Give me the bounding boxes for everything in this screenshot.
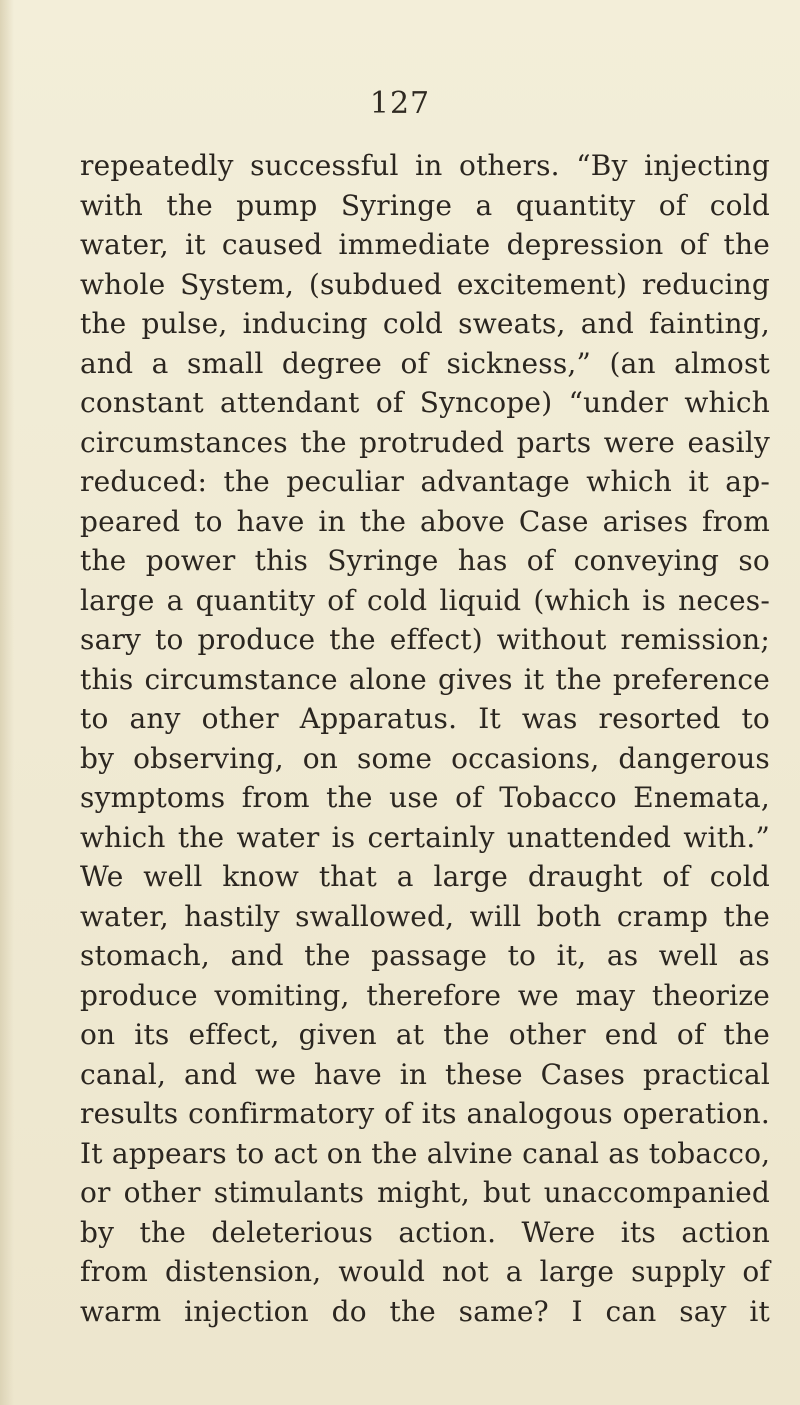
text-line: the pulse, inducing cold sweats, and fainting,	[80, 307, 770, 340]
text-line: or other stimulants might, but unaccompanied	[80, 1176, 770, 1209]
text-line: reduced: the peculiar advantage which it ap-	[80, 465, 770, 498]
text-line: water, it caused immediate depression of the	[80, 228, 770, 261]
text-line: peared to have in the above Case arises from	[80, 504, 770, 538]
text-line: It appears to act on the alvine canal as tobacco,	[80, 1136, 771, 1170]
text-line: repeatedly successful in others. “By injecting	[80, 149, 770, 182]
text-line: stomach, and the passage to it, as well as	[80, 939, 770, 972]
text-line: whole System, (subdued excitement) reducing	[80, 267, 770, 301]
page-gutter-shadow	[0, 0, 14, 1405]
text-line: warm injection do the same? I can say it	[80, 1294, 770, 1328]
body-text	[80, 146, 770, 1331]
text-line: We well know that a large draught of cold	[80, 860, 770, 893]
text-line: to any other Apparatus. It was resorted to	[80, 702, 770, 735]
text-line: this circumstance alone gives it the preference	[80, 662, 770, 696]
text-line: on its effect, given at the other end of the	[80, 1018, 770, 1051]
text-line: produce vomiting, therefore we may theorize	[80, 978, 770, 1012]
text-line: which the water is certainly unattended with.”	[80, 820, 770, 854]
text-line: circumstances the protruded parts were easily	[80, 425, 770, 459]
text-line: sary to produce the effect) without remission;	[80, 623, 770, 656]
text-line: with the pump Syringe a quantity of cold	[80, 188, 770, 222]
text-line: results confirmatory of its analogous operation.	[80, 1097, 770, 1130]
text-line: by observing, on some occasions, dangerous	[80, 741, 770, 775]
text-line: large a quantity of cold liquid (which is neces-	[80, 583, 770, 617]
text-line: constant attendant of Syncope) “under which	[80, 386, 770, 419]
text-line: and a small degree of sickness,” (an almost	[80, 346, 770, 380]
text-line: canal, and we have in these Cases practical	[80, 1057, 770, 1091]
page-number: 127	[369, 86, 431, 121]
text-line: water, hastily swallowed, will both cramp the	[80, 899, 770, 933]
text-line: by the deleterious action. Were its action	[80, 1215, 770, 1249]
text-line: the power this Syringe has of conveying so	[80, 544, 770, 577]
text-line: symptoms from the use of Tobacco Enemata,	[80, 781, 770, 814]
text-line: from distension, would not a large supply of	[80, 1255, 770, 1288]
